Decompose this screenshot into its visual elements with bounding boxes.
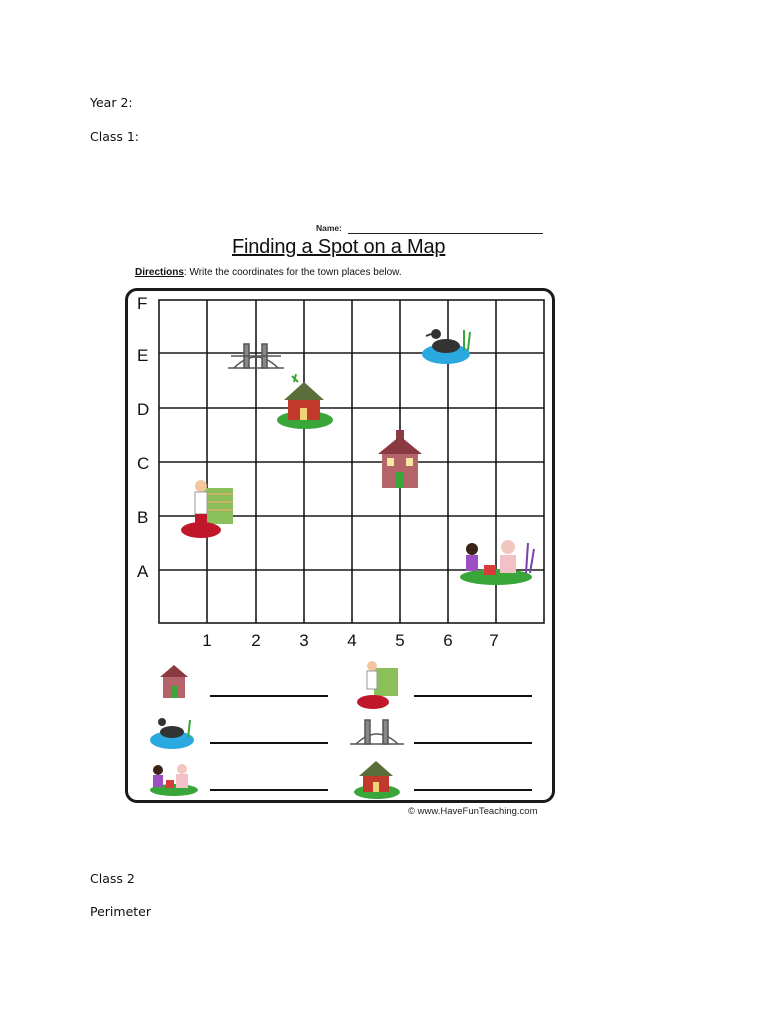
answer-schoolhouse-icon [160, 662, 188, 698]
answer-duck-pond-icon [148, 710, 196, 750]
col-label-1: 1 [202, 631, 212, 650]
answer-line-3[interactable] [210, 742, 328, 744]
col-label-7: 7 [489, 631, 499, 650]
answer-line-4[interactable] [414, 742, 532, 744]
answer-line-6[interactable] [414, 789, 532, 791]
col-label-6: 6 [443, 631, 453, 650]
answer-farmer-garden-icon [356, 660, 402, 710]
duck-pond-icon [420, 320, 474, 366]
answer-house-icon [352, 756, 402, 800]
row-label-f: F [137, 294, 148, 313]
picnic-icon [456, 537, 536, 585]
answer-line-1[interactable] [210, 695, 328, 697]
copyright-footer: © www.HaveFunTeaching.com [408, 806, 538, 817]
answer-picnic-icon [148, 762, 200, 796]
farmer-garden-icon [179, 478, 237, 540]
col-label-5: 5 [395, 631, 405, 650]
class2-label: Class 2 [90, 871, 135, 886]
answer-line-2[interactable] [414, 695, 532, 697]
col-label-4: 4 [347, 631, 357, 650]
row-label-c: C [137, 454, 150, 473]
house-icon [274, 374, 336, 430]
directions-text: : Write the coordinates for the town places below. [183, 267, 402, 278]
class1-label: Class 1: [90, 129, 140, 144]
row-label-e: E [137, 346, 149, 365]
row-label-a: A [137, 562, 149, 581]
row-label-b: B [137, 508, 149, 527]
answer-bridge-icon [348, 716, 406, 748]
row-label-d: D [137, 400, 150, 419]
schoolhouse-icon [378, 430, 422, 490]
name-label: Name: [316, 223, 342, 233]
bridge-icon [226, 338, 286, 374]
directions-label: Directions [135, 267, 184, 278]
col-label-2: 2 [251, 631, 261, 650]
worksheet-title: Finding a Spot on a Map [232, 236, 446, 258]
col-label-3: 3 [299, 631, 309, 650]
answer-line-5[interactable] [210, 789, 328, 791]
year-label: Year 2: [90, 95, 133, 110]
perimeter-label: Perimeter [90, 904, 151, 919]
